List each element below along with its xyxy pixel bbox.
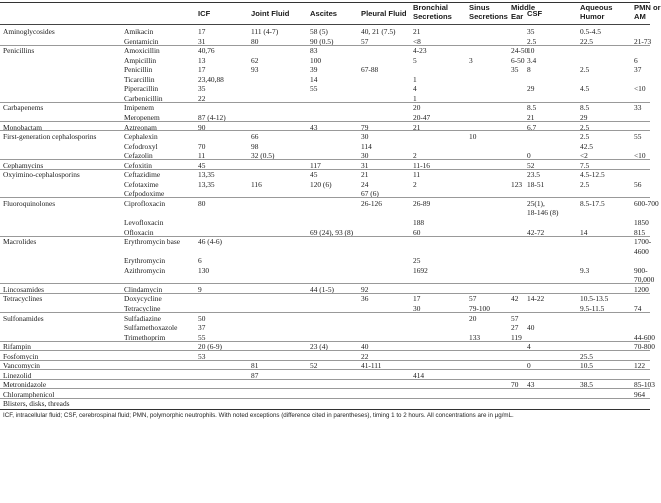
table-cell: 23.5 [527, 170, 540, 180]
table-cell: 70 [198, 141, 206, 151]
table-cell: 53 [198, 351, 206, 361]
table-cell: 4 [413, 84, 417, 94]
table-rule [0, 197, 650, 198]
table-cell: <2 [580, 151, 588, 161]
footnote: ICF, intracellular fluid; CSF, cerebrospinal fluid; PMN, polymorphic neutrophils. With noted exceptions (difference cited in parentheses), timing 1 to 2 hours. All concentrations are in µg/mL. [3, 412, 514, 419]
drug-name: Imipenem [124, 103, 154, 113]
drug-name: Ciprofloxacin [124, 198, 166, 208]
table-cell: 87 [251, 370, 259, 380]
table-cell: 2 [413, 179, 417, 189]
table-cell: 188 [413, 218, 425, 227]
column-header: Joint Fluid [251, 9, 290, 18]
table-rule [0, 360, 650, 361]
table-cell: 27 [511, 323, 519, 333]
table-cell: 23 (4) [310, 342, 328, 352]
table-cell: 1700- [634, 237, 652, 247]
table-cell: 30 [361, 132, 369, 142]
drug-name: Ampicillin [124, 55, 157, 65]
table-cell: 39 [310, 65, 318, 75]
row-group-label: Lincosamides [3, 284, 45, 294]
table-cell: 6 [198, 256, 202, 266]
table-cell: 18-51 [527, 179, 545, 189]
table-cell: 17 [413, 294, 421, 304]
table-cell: 26-126 [361, 198, 382, 208]
drug-name: Meropenem [124, 112, 160, 122]
table-rule [0, 24, 650, 25]
table-cell: 20 (6-9) [198, 342, 223, 352]
table-cell: 4600 [634, 246, 649, 256]
table-cell: 30 [413, 303, 421, 313]
table-cell: 114 [361, 141, 372, 151]
table-cell: 55 [310, 84, 318, 94]
table-cell: 3 [469, 55, 473, 65]
drug-name: Cephalexin [124, 132, 158, 142]
table-cell: 6.7 [527, 122, 537, 132]
row-group-label: Aminoglycosides [3, 27, 55, 36]
table-cell: 22 [361, 351, 369, 361]
table-cell: 70,000 [634, 275, 655, 285]
table-rule [0, 350, 650, 351]
table-cell: 31 [198, 36, 206, 46]
table-cell: 2 [413, 151, 417, 161]
column-header: Humor [580, 12, 605, 21]
table-cell: 11-16 [413, 160, 430, 170]
table-cell: 56 [634, 179, 642, 189]
drug-name: Sulfadiazine [124, 313, 161, 323]
table-cell: 40, 21 (7.5) [361, 27, 396, 36]
table-rule [0, 388, 650, 389]
table-cell: 32 (0.5) [251, 151, 275, 161]
column-header: Middle [511, 3, 536, 12]
drug-name: Doxycycline [124, 294, 162, 304]
column-header: PMN or [634, 3, 661, 12]
drug-name: Ceftazidime [124, 170, 161, 180]
column-header: Ear [511, 12, 524, 21]
table-cell: 1 [413, 74, 417, 84]
table-cell: 964 [634, 389, 646, 399]
table-cell: 14 [580, 227, 588, 237]
table-cell: 67 (6) [361, 189, 379, 199]
table-cell: 1 [413, 93, 417, 103]
table-cell: 6-50 [511, 55, 525, 65]
row-group-label: Rifampin [3, 342, 31, 352]
table-cell: 4.5 [580, 84, 590, 94]
table-cell: 14-22 [527, 294, 545, 304]
table-cell: 11 [198, 151, 206, 161]
table-rule [0, 159, 650, 160]
table-cell: 17 [198, 27, 206, 36]
table-cell: <10 [634, 84, 646, 94]
drug-name: Levofloxacin [124, 218, 164, 227]
table-cell: 44-600 [634, 332, 655, 342]
table-cell: 13,35 [198, 170, 215, 180]
row-group-label: Carbapenems [3, 103, 44, 113]
table-cell: 87 (4-12) [198, 112, 226, 122]
table-cell: 20 [413, 103, 421, 113]
table-cell: 0 [527, 361, 531, 371]
table-cell: 98 [251, 141, 259, 151]
row-group-label: Penicillins [3, 46, 35, 56]
table-cell: 8.5-17.5 [580, 198, 605, 208]
table-cell: 62 [251, 55, 259, 65]
table-rule [0, 379, 650, 380]
drug-name: Cefoxitin [124, 160, 152, 170]
table-cell: 5 [413, 55, 417, 65]
table-cell: 1200 [634, 284, 649, 294]
row-group-label: Fluoroquinolones [3, 198, 56, 208]
table-cell: 2.5 [580, 65, 590, 75]
table-cell: 1850 [634, 218, 649, 227]
table-cell: 66 [251, 132, 259, 142]
table-cell: 23,40,88 [198, 74, 224, 84]
table-cell: 70-800 [634, 342, 655, 352]
drug-name: Ofloxacin [124, 227, 154, 237]
table-cell: 58 (5) [310, 27, 328, 36]
table-cell: 26-89 [413, 198, 431, 208]
row-group-label: Metronidazole [3, 380, 47, 390]
table-cell: 3.4 [527, 55, 537, 65]
table-cell: 24-50 [511, 46, 529, 56]
drug-name: Aztreonam [124, 122, 157, 132]
table-rule [0, 369, 650, 370]
table-cell: 10.5 [580, 361, 593, 371]
table-cell: 10 [527, 46, 535, 56]
table-cell: 25 [413, 256, 421, 266]
drug-name: Piperacillin [124, 84, 159, 94]
table-cell: 50 [198, 313, 206, 323]
table-cell: 8 [527, 65, 531, 75]
table-cell: 2.5 [580, 122, 590, 132]
column-header: CSF [527, 9, 543, 18]
table-cell: 40 [361, 342, 369, 352]
table-cell: 57 [469, 294, 477, 304]
column-header: Ascites [310, 9, 338, 18]
table-cell: 0 [527, 151, 531, 161]
column-header: AM [634, 12, 646, 21]
table-rule [0, 236, 650, 237]
table-cell: 21 [361, 170, 369, 180]
column-header: Sinus [469, 3, 490, 12]
column-header: Secretions [469, 12, 508, 21]
table-cell: 900- [634, 265, 648, 275]
table-cell: 9.3 [580, 265, 590, 275]
table-cell: 46 (4-6) [198, 237, 223, 247]
table-cell: 70 [511, 380, 519, 390]
table-rule [0, 398, 650, 399]
table-rule [0, 2, 650, 3]
drug-name: Amikacin [124, 27, 154, 36]
column-header: Aqueous [580, 3, 613, 12]
table-cell: 25.5 [580, 351, 593, 361]
table-cell: 31 [361, 160, 369, 170]
table-cell: 25(1), [527, 198, 545, 208]
table-rule [0, 409, 650, 410]
table-cell: 55 [634, 132, 642, 142]
drug-name: Cefotaxime [124, 179, 159, 189]
table-cell: 40,76 [198, 46, 215, 56]
drug-name: Carbenicillin [124, 93, 163, 103]
drug-name: Trimethoprim [124, 332, 166, 342]
table-cell: 21 [413, 122, 421, 132]
table-cell: 44 (1-5) [310, 284, 335, 294]
table-cell: 21 [413, 27, 421, 36]
table-cell: 55 [198, 332, 206, 342]
table-cell: 35 [511, 65, 519, 75]
drug-name: Cefazolin [124, 151, 153, 161]
table-cell: 122 [634, 361, 646, 371]
table-cell: 4-23 [413, 46, 427, 56]
drug-name: Amoxicillin [124, 46, 160, 56]
row-group-label: Macrolides [3, 237, 37, 247]
row-group-label: Linezolid [3, 370, 32, 380]
column-header: Secretions [413, 12, 452, 21]
table-cell: 6 [634, 55, 638, 65]
table-cell: 8.5 [580, 103, 590, 113]
table-cell: 13,35 [198, 179, 215, 189]
table-cell: 600-700 [634, 198, 659, 208]
table-cell: 2.5 [580, 132, 590, 142]
table-cell: 22 [198, 93, 206, 103]
table-cell: 38.5 [580, 380, 593, 390]
table-cell: 11 [413, 170, 421, 180]
table-cell: 79-100 [469, 303, 490, 313]
drug-name: Azithromycin [124, 265, 166, 275]
table-cell: 119 [511, 332, 522, 342]
drug-name: Erythromycin base [124, 237, 181, 247]
table-cell: <10 [634, 151, 646, 161]
table-cell: 90 [198, 122, 206, 132]
table-cell: 0.5-4.5 [580, 27, 601, 36]
drug-name: Ticarcillin [124, 74, 155, 84]
table-cell: 90 (0.5) [310, 36, 334, 46]
column-header: Pleural Fluid [361, 9, 407, 18]
table-cell: 117 [310, 160, 321, 170]
column-header: ICF [198, 9, 211, 18]
table-cell: 100 [310, 55, 322, 65]
table-cell: 35 [527, 27, 535, 36]
table-cell: 29 [580, 112, 588, 122]
table-rule [0, 169, 650, 170]
drug-name: Erythromycin [124, 256, 166, 266]
table-rule [0, 293, 650, 294]
table-cell: 10.5-13.5 [580, 294, 609, 304]
table-cell: 8.5 [527, 103, 537, 113]
row-group-label: Chloramphenicol [3, 389, 55, 399]
table-cell: 18-146 (8) [527, 208, 559, 218]
table-cell: 80 [198, 198, 206, 208]
table-cell: 45 [310, 170, 318, 180]
table-cell: 24 [361, 179, 369, 189]
table-cell: 20-47 [413, 112, 431, 122]
table-cell: 69 (24), 93 (8) [310, 227, 354, 237]
drug-name: Gentamicin [124, 36, 159, 46]
table-cell: 41-111 [361, 361, 382, 371]
table-cell: 92 [361, 284, 369, 294]
table-cell: 42-72 [527, 227, 545, 237]
table-cell: 4.5-12.5 [580, 170, 605, 180]
table-cell: 414 [413, 370, 425, 380]
table-cell: 37 [198, 323, 206, 333]
table-cell: 14 [310, 74, 318, 84]
table-cell: 116 [251, 179, 262, 189]
table-cell: 120 (6) [310, 179, 332, 189]
table-cell: 815 [634, 227, 646, 237]
table-cell: 7.5 [580, 160, 590, 170]
table-cell: 67-88 [361, 65, 379, 75]
drug-name: Cefodroxyl [124, 141, 158, 151]
row-group-label: Sulfonamides [3, 313, 44, 323]
table-cell: 40 [527, 323, 535, 333]
drug-name: Cefpodoxime [124, 189, 165, 199]
drug-name: Penicillin [124, 65, 153, 75]
table-cell: 2.5 [527, 36, 537, 46]
drug-name: Sulfamethoxazole [124, 323, 178, 333]
table-cell: 52 [527, 160, 535, 170]
drug-name: Clindamycin [124, 284, 163, 294]
row-group-label: Monobactam [3, 122, 42, 132]
table-cell: 37 [634, 65, 642, 75]
table-cell: 42.5 [580, 141, 593, 151]
table-cell: 4 [527, 342, 531, 352]
table-cell: 80 [251, 36, 259, 46]
table-cell: 30 [361, 151, 369, 161]
drug-name: Tetracycline [124, 303, 161, 313]
table-cell: 10 [469, 132, 477, 142]
row-group-label: First-generation cephalosporins [3, 132, 97, 142]
table-rule [0, 130, 650, 131]
table-cell: 17 [198, 65, 206, 75]
table-cell: 111 (4-7) [251, 27, 279, 36]
table-cell: 21-73 [634, 36, 652, 46]
table-cell: 22.5 [580, 36, 593, 46]
table-rule [0, 121, 650, 122]
table-cell: 36 [361, 294, 369, 304]
table-rule [0, 45, 650, 46]
row-group-label: Vancomycin [3, 361, 40, 371]
table-rule [0, 102, 650, 103]
table-cell: 79 [361, 122, 369, 132]
table-cell: 42 [511, 294, 519, 304]
table-cell: 29 [527, 84, 535, 94]
table-cell: 57 [361, 36, 369, 46]
table-cell: 123 [511, 179, 523, 189]
table-cell: 57 [511, 313, 519, 323]
table-cell: 74 [634, 303, 642, 313]
table-cell: 13 [198, 55, 206, 65]
table-cell: 52 [310, 361, 318, 371]
table-cell: 45 [198, 160, 206, 170]
column-header: Bronchial [413, 3, 449, 12]
table-cell: 33 [634, 103, 642, 113]
table-cell: 43 [527, 380, 535, 390]
row-group-label: Blisters, disks, threads [3, 399, 70, 409]
table-cell: 83 [310, 46, 318, 56]
table-cell: 20 [469, 313, 477, 323]
table-cell: 21 [527, 112, 535, 122]
row-group-label: Tetracyclines [3, 294, 43, 304]
table-cell: 93 [251, 65, 259, 75]
table-cell: 81 [251, 361, 259, 371]
table-cell: 130 [198, 265, 210, 275]
row-group-label: Fosfomycin [3, 351, 39, 361]
table-cell: 9.5-11.5 [580, 303, 605, 313]
table-cell: 1692 [413, 265, 428, 275]
table-cell: 60 [413, 227, 421, 237]
table-rule [0, 312, 650, 313]
table-cell: 133 [469, 332, 481, 342]
table-cell: 43 [310, 122, 318, 132]
table-cell: 9 [198, 284, 202, 294]
table-cell: 85-103 [634, 380, 655, 390]
row-group-label: Oxyimino-cephalosporins [3, 170, 80, 180]
row-group-label: Cephamycins [3, 160, 44, 170]
table-cell: 2.5 [580, 179, 590, 189]
table-cell: 35 [198, 84, 206, 94]
table-cell: <8 [413, 36, 421, 46]
